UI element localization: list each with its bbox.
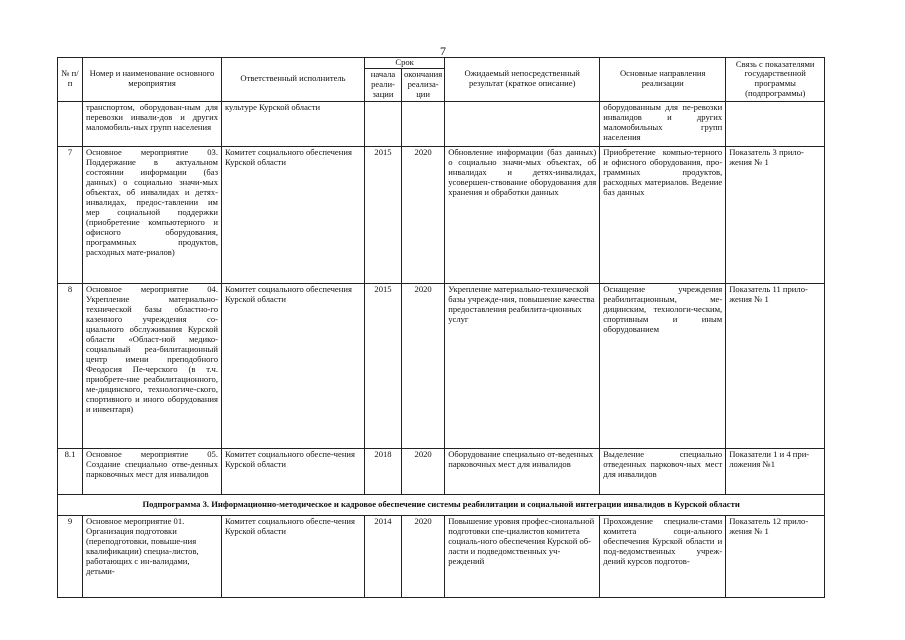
row-link <box>726 101 825 146</box>
header-measure: Номер и наименование основного мероприятия <box>83 58 222 102</box>
table-row <box>58 448 825 494</box>
row-measure: Основное мероприятие 04. Укрепление материально-технической базы областно-го казенного учреждения со-циального обслуживания Курской области «Област-ной медико-социальный реа-билитационный центр имени преподобного Феодосия Пе-черского (в т.ч. приобрете-ние реабилитационного, ме-дицинского, технологиче-ского, спортивного и иного оборудования и инвентаря) <box>83 283 222 448</box>
table-row <box>58 283 825 448</box>
row-end: 2020 <box>402 146 445 283</box>
row-num: 9 <box>58 515 83 597</box>
row-start: 2018 <box>365 448 402 494</box>
row-num <box>58 101 83 146</box>
row-start: 2014 <box>365 515 402 597</box>
header-start: начала реали-зации <box>365 68 402 101</box>
header-directions: Основные направления реализации <box>600 58 726 102</box>
row-num: 7 <box>58 146 83 283</box>
row-link: Показатель 3 прило-жения № 1 <box>726 146 825 283</box>
header-row <box>58 58 825 69</box>
row-link: Показатель 11 прило-жения № 1 <box>726 283 825 448</box>
row-end: 2020 <box>402 448 445 494</box>
row-directions: Выделение специально отведенных парковоч-ных мест для инвалидов <box>600 448 726 494</box>
header-num: № п/п <box>58 58 83 102</box>
subprogram-title: Подпрограмма 3. Информационно-методическое и кадровое обеспечение системы реабилитации и социальной интеграции инвалидов в Курской области <box>58 494 825 515</box>
row-end: 2020 <box>402 515 445 597</box>
row-start <box>365 101 402 146</box>
program-table <box>57 57 825 598</box>
row-directions: Приобретение компью-терного и офисного оборудования, про-граммных продуктов, расходных материалов. Ведение баз данных <box>600 146 726 283</box>
header-result: Ожидаемый непосредственный результат (краткое описание) <box>445 58 600 102</box>
row-measure: Основное мероприятие 01. Организация подготовки (переподготовки, повыше-ния квалификации) специа-листов, работающих с ин-валидами, детьми- <box>83 515 222 597</box>
row-measure: транспортом, оборудован-ным для перевозки инвали-дов и других маломобиль-ных групп населения <box>83 101 222 146</box>
row-directions: оборудованным для пе-ревозки инвалидов и других маломобильных групп населения <box>600 101 726 146</box>
table-row <box>58 146 825 283</box>
row-executor: Комитет социального обеспечения Курской области <box>222 146 365 283</box>
header-end: окончания реализа-ции <box>402 68 445 101</box>
table-row <box>58 515 825 597</box>
row-executor: Комитет социального обеспе-чения Курской области <box>222 448 365 494</box>
row-link: Показатели 1 и 4 при-ложения №1 <box>726 448 825 494</box>
row-executor: культуре Курской области <box>222 101 365 146</box>
row-start: 2015 <box>365 283 402 448</box>
row-link: Показатель 12 прило-жения № 1 <box>726 515 825 597</box>
header-term: Срок <box>365 58 445 69</box>
row-directions: Прохождение специали-стами комитета соци-ального обеспечения Курской области и под-ведомственных учреж-дений курсов подготов- <box>600 515 726 597</box>
row-result <box>445 101 600 146</box>
header-link: Связь с показателями государственной программы (подпрограммы) <box>726 58 825 102</box>
row-result: Обновление информации (баз данных) о социально значи-мых объектах, об инвалидах и детях-инвалидах, усовершен-ствование оборудования для хранения и обработки данных <box>445 146 600 283</box>
page-number: 7 <box>440 44 446 58</box>
row-end: 2020 <box>402 283 445 448</box>
row-end <box>402 101 445 146</box>
row-result: Повышение уровня профес-сиональной подготовки спе-циалистов комитета социаль-ного обеспечения Курской об-ласти и подведомственных уч-реждений <box>445 515 600 597</box>
row-directions: Оснащение учреждения реабилитационным, ме-дицинским, технологи-ческим, спортивным и иным оборудованием <box>600 283 726 448</box>
row-result: Оборудование специально от-веденных парковочных мест для инвалидов <box>445 448 600 494</box>
table-row <box>58 101 825 146</box>
row-num: 8 <box>58 283 83 448</box>
row-measure: Основное мероприятие 05. Создание специально отве-денных парковочных мест для инвалидов <box>83 448 222 494</box>
header-executor: Ответственный исполнитель <box>222 58 365 102</box>
row-executor: Комитет социального обеспе-чения Курской области <box>222 515 365 597</box>
subprogram-row <box>58 494 825 515</box>
row-executor: Комитет социального обеспечения Курской области <box>222 283 365 448</box>
row-start: 2015 <box>365 146 402 283</box>
row-measure: Основное мероприятие 03. Поддержание в актуальном состоянии информации (баз данных) о социально значи-мых объектах, об инвалидах и детях-инвалидах, предос-тавлении им мер социальной поддержки (приобретение компьютерного и офисного оборудования, программных продуктов, расходных мате-риалов) <box>83 146 222 283</box>
row-num: 8.1 <box>58 448 83 494</box>
row-result: Укрепление материально-технической базы учрежде-ния, повышение качества предоставления реабилита-ционных услуг <box>445 283 600 448</box>
